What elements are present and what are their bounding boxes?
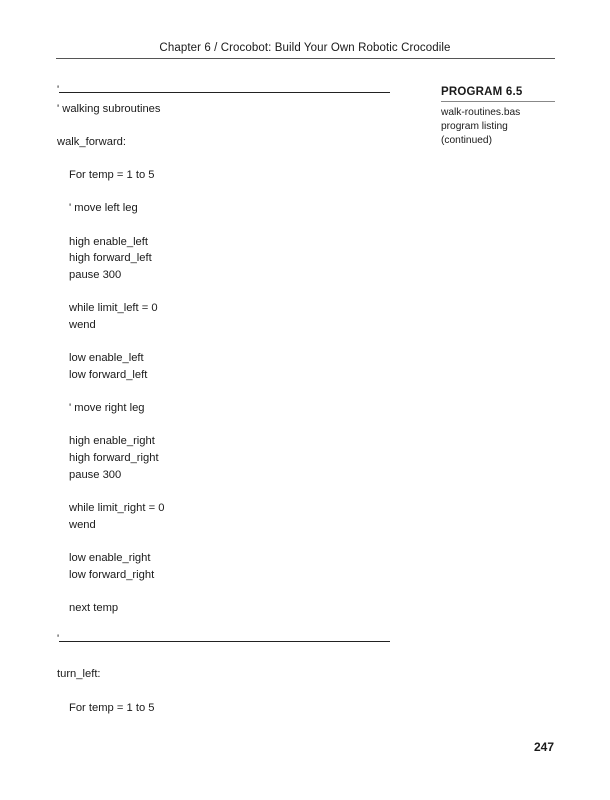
code-line: high enable_right	[69, 435, 155, 448]
code-line: while limit_right = 0	[69, 502, 165, 515]
code-blank-line	[57, 117, 397, 134]
running-header: Chapter 6 / Crocobot: Build Your Own Robotic Crocodile	[159, 42, 451, 54]
program-title: PROGRAM 6.5	[441, 86, 555, 102]
code-line: high forward_left	[69, 252, 152, 265]
comment-mark: '	[57, 633, 60, 646]
code-line: low forward_left	[69, 368, 148, 381]
code-blank-line	[57, 334, 397, 351]
code-blank-line	[57, 483, 397, 500]
code-line: ' move left leg	[69, 202, 138, 215]
caption-line: (continued)	[441, 135, 492, 146]
code-line: For temp = 1 to 5	[69, 169, 155, 182]
code-blank-line	[57, 583, 397, 600]
code-blank-line	[57, 284, 397, 301]
code-line: ' move right leg	[69, 402, 145, 415]
code-line: pause 300	[69, 468, 122, 481]
code-line: while limit_left = 0	[69, 302, 158, 315]
code-blank-line	[57, 533, 397, 550]
code-line: low forward_right	[69, 568, 155, 581]
code-line: high forward_right	[69, 452, 159, 465]
code-blank-line	[57, 217, 397, 234]
page-number: 247	[534, 740, 555, 754]
code-blank-line	[57, 650, 397, 667]
code-listing	[57, 84, 397, 716]
code-line: wend	[69, 518, 96, 531]
code-blank-line	[57, 184, 397, 201]
code-line: pause 300	[69, 269, 122, 282]
code-line: high enable_left	[69, 235, 149, 248]
comment-rule	[57, 84, 397, 101]
code-line: ' walking subroutines	[57, 102, 161, 115]
code-line: next temp	[69, 601, 119, 614]
code-blank-line	[57, 683, 397, 700]
program-sidebar	[441, 86, 555, 148]
comment-mark: '	[57, 84, 60, 96]
code-line: low enable_left	[69, 352, 144, 365]
header-rule	[56, 58, 555, 59]
comment-rule-line	[59, 92, 390, 93]
code-blank-line	[57, 151, 397, 168]
code-line: turn_left:	[57, 668, 101, 681]
program-caption	[441, 106, 555, 148]
code-line: For temp = 1 to 5	[69, 701, 155, 714]
code-blank-line	[57, 384, 397, 401]
comment-rule-line	[59, 641, 390, 642]
code-blank-line	[57, 617, 397, 634]
code-line: wend	[69, 318, 96, 331]
caption-line: walk-routines.bas	[441, 107, 521, 118]
caption-line: program listing	[441, 121, 508, 132]
code-line: low enable_right	[69, 551, 151, 564]
code-line: walk_forward:	[57, 135, 127, 148]
code-blank-line	[57, 417, 397, 434]
comment-rule	[57, 633, 397, 650]
